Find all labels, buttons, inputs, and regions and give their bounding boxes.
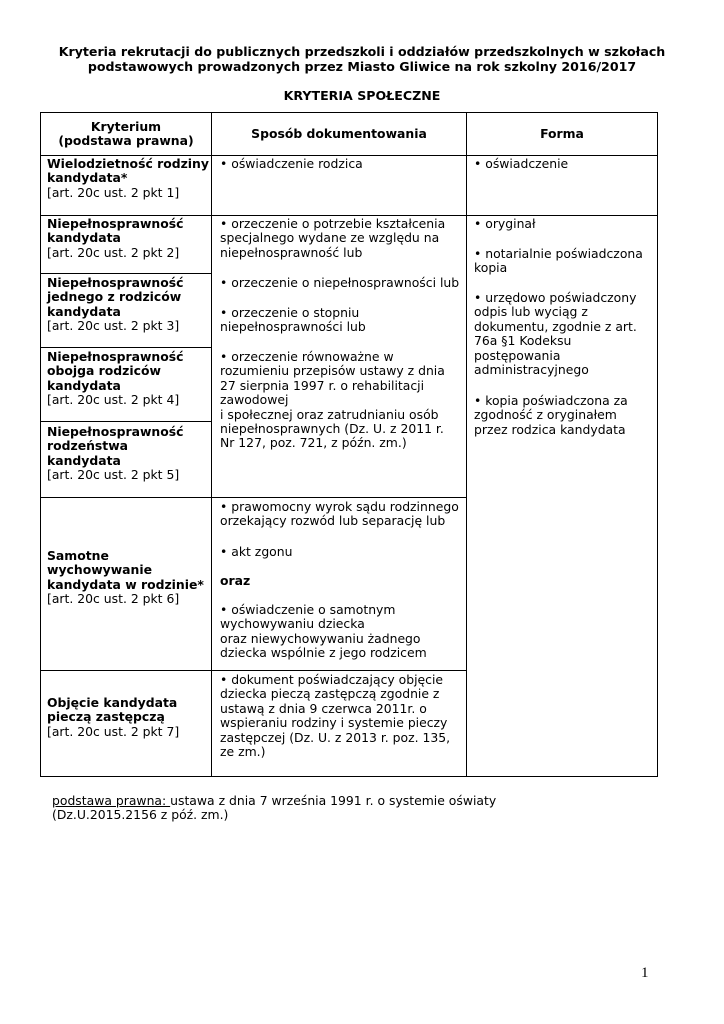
form-4: • kopia poświadczona za zgodność z oryginałem przez rodzica kandydata [474,393,628,437]
form-2: • notarialnie poświadczona kopia [474,246,643,276]
criterion-basis: [art. 20c ust. 2 pkt 2] [47,244,180,260]
doc-foster: • dokument poświadczający objęcie dziecka pieczą zastępczą zgodnie z ustawą z dnia 9 czerwca 2011r. o wspieraniu rodziny i systemie pieczy zastępczej (Dz. U. z 2013 r. poz. 135, ze zm.) [220,672,451,760]
table-row [47,276,183,334]
doc-single-3: oraz [220,573,251,588]
criterion-name: Niepełnosprawność obojga rodziców kandydata [47,349,184,393]
table-row [47,696,179,739]
table-row [47,217,183,260]
form-1: • oryginał [474,216,536,231]
criterion-name: Niepełnosprawność kandydata [47,216,184,246]
table-row [47,425,183,483]
criterion-basis: [art. 20c ust. 2 pkt 3] [47,318,180,334]
document-title: Kryteria rekrutacji do publicznych przedszkoli i oddziałów przedszkolnych w szkołach podstawowych prowadzonych przez Miasto Gliwice na rok szkolny 2016/2017 [58,44,666,74]
doc-row1: • oświadczenie rodzica [220,156,363,171]
criterion-name: Niepełnosprawność jednego z rodziców kandydata [47,275,184,319]
doc-single-2: • akt zgonu [220,544,293,559]
doc-disability-1: • orzeczenie o potrzebie kształcenia specjalnego wydane ze względu na niepełnosprawność lub [220,216,446,260]
criterion-name: Objęcie kandydata pieczą zastępczą [47,695,178,725]
criterion-name: Samotne wychowywanie kandydata w rodzinie* [47,548,204,592]
legal-basis [52,794,496,823]
doc-single-4: • oświadczenie o samotnym wychowywaniu dziecka oraz niewychowywaniu żadnego dziecka wspólnie z jego rodzicem [220,602,427,661]
section-title: KRYTERIA SPOŁECZNE [283,88,441,103]
criterion-basis: [art. 20c ust. 2 pkt 5] [47,467,180,483]
table-row [47,549,204,607]
form-3: • urzędowo poświadczony odpis lub wyciąg z dokumentu, zgodnie z art. 76a §1 Kodeksu postępowania administracyjnego [474,290,637,378]
doc-single-1: • prawomocny wyrok sądu rodzinnego orzekający rozwód lub separację lub [220,499,459,529]
header-documentation: Sposób dokumentowania [251,126,427,141]
doc-disability-4: • orzeczenie równoważne w rozumieniu przepisów ustawy z dnia 27 sierpnia 1997 r. o rehabilitacji zawodowej i społecznej oraz zatrudnianiu osób niepełnosprawnych (Dz. U. z 2011 r. Nr 127, poz. 721, z późn. zm.) [220,349,445,451]
page-number: 1 [641,965,649,981]
criterion-name: Niepełnosprawność rodzeństwa kandydata [47,424,184,468]
criterion-basis: [art. 20c ust. 2 pkt 1] [47,184,180,200]
table-row [47,157,209,200]
table-row [47,350,183,408]
header-form: Forma [540,126,584,141]
criterion-basis: [art. 20c ust. 2 pkt 4] [47,392,180,408]
doc-disability-2: • orzeczenie o niepełnosprawności lub [220,275,460,290]
legal-basis-label: podstawa prawna: [52,793,171,808]
criterion-name: Wielodzietność rodziny kandydata* [47,156,209,186]
doc-disability-3: • orzeczenie o stopniu niepełnosprawności lub [220,305,366,335]
legal-basis-text: ustawa z dnia 7 września 1991 r. o systemie oświaty (Dz.U.2015.2156 z póź. zm.) [52,793,497,823]
criterion-basis: [art. 20c ust. 2 pkt 6] [47,591,180,607]
form-row1: • oświadczenie [474,156,569,171]
criterion-basis: [art. 20c ust. 2 pkt 7] [47,723,180,739]
header-criterion: Kryterium (podstawa prawna) [58,119,194,149]
